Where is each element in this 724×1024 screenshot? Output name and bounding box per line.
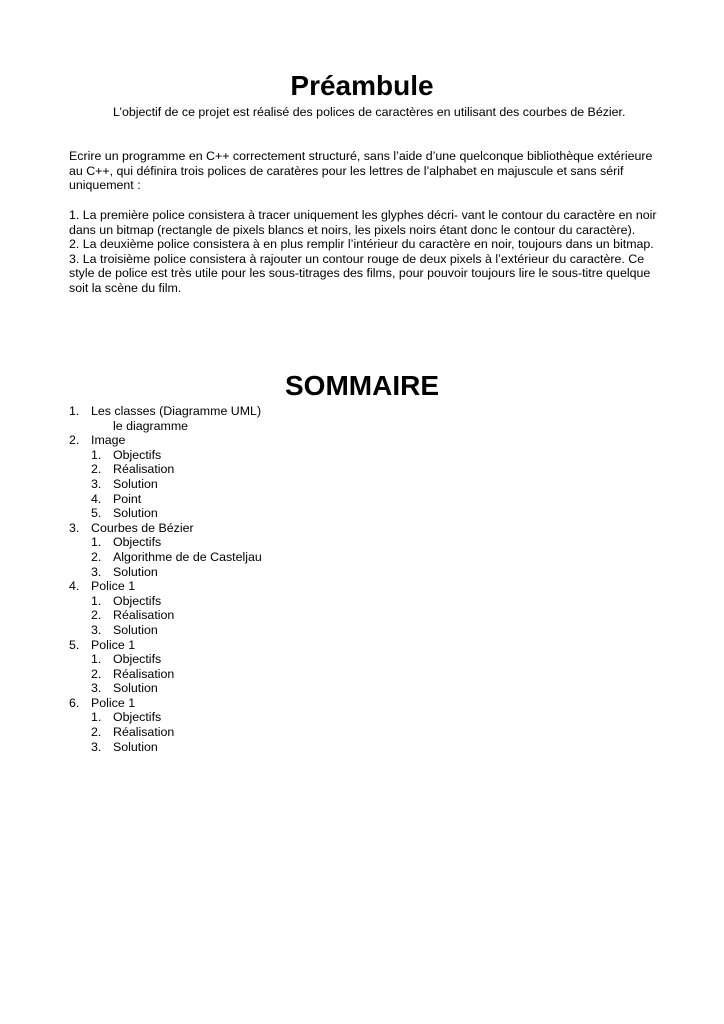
toc-subitem-label: Algorithme de de Casteljau bbox=[113, 549, 262, 564]
police-3-description: 3. La troisième police consistera à rajouter un contour rouge de deux pixels à l’extérieur du caractère. Ce style de police est très utile pour les sous-titrages des films, pour pouvoir toujours lire le sous-titre quelque soit la scène du film. bbox=[69, 251, 651, 295]
toc-subitem-label: Réalisation bbox=[113, 608, 175, 623]
toc-subitem-number: 3. bbox=[91, 739, 102, 754]
toc-section-label: Police 1 bbox=[91, 695, 136, 710]
toc-section-label: Les classes (Diagramme UML) bbox=[91, 404, 262, 418]
preamble-title: Préambule bbox=[290, 70, 434, 101]
toc-subitem bbox=[69, 740, 469, 755]
toc-subitem-label: Réalisation bbox=[113, 725, 175, 740]
toc-subitem bbox=[69, 725, 469, 740]
toc-subitem-label: Objectifs bbox=[113, 535, 162, 550]
toc-subitem-label: Solution bbox=[113, 739, 158, 754]
toc-section-number: 4. bbox=[69, 579, 80, 594]
toc-section-number: 1. bbox=[69, 404, 80, 418]
toc-section bbox=[69, 404, 469, 419]
toc-subitem-number: 1. bbox=[91, 652, 102, 667]
toc-subitem bbox=[69, 492, 469, 507]
toc-subitem-label: Objectifs bbox=[113, 447, 162, 462]
toc-subitem bbox=[69, 710, 469, 725]
toc-subitem-label: Objectifs bbox=[113, 593, 162, 608]
toc-subitem bbox=[69, 594, 469, 609]
toc-subitem-label: Réalisation bbox=[113, 666, 175, 681]
toc-subitem-label: Réalisation bbox=[113, 462, 175, 477]
toc-section bbox=[69, 638, 469, 653]
toc-subitem-number: 2. bbox=[91, 549, 102, 564]
toc-subitem bbox=[69, 550, 469, 565]
toc-subitem-label: Point bbox=[113, 491, 142, 506]
toc-subitem-number: 2. bbox=[91, 462, 102, 477]
toc-section-label: Police 1 bbox=[91, 579, 136, 594]
toc-subitem bbox=[69, 477, 469, 492]
toc-subitem bbox=[69, 608, 469, 623]
preamble-intro-text: L’objectif de ce projet est réalisé des polices de caractères en utilisant des courbes de Bézier. bbox=[113, 105, 626, 119]
toc-subitem-number: 3. bbox=[91, 681, 102, 696]
preamble-program-text: Ecrire un programme en C++ correctement structuré, sans l’aide d’une quelconque bibliothèque extérieure au C++, qui définira trois polices de caratères pour les lettres de l’alphabet en majuscule et sans sérif uniquement : bbox=[69, 149, 653, 193]
toc-section-label: Image bbox=[91, 433, 126, 448]
toc-section-number: 5. bbox=[69, 637, 80, 652]
toc-section-label: Police 1 bbox=[91, 637, 136, 652]
toc-section-number: 3. bbox=[69, 520, 80, 535]
toc-section-number: 2. bbox=[69, 433, 80, 448]
preamble-fonts-paragraph bbox=[69, 208, 661, 296]
preamble-program-paragraph bbox=[69, 149, 661, 193]
toc-subitem-label: Solution bbox=[113, 622, 158, 637]
toc-subitem-number: 3. bbox=[91, 622, 102, 637]
toc-subitem bbox=[69, 623, 469, 638]
toc-note bbox=[69, 419, 469, 434]
toc-subitem-number: 5. bbox=[91, 506, 102, 521]
toc-subitem-number: 2. bbox=[91, 725, 102, 740]
toc-subitem-number: 1. bbox=[91, 535, 102, 550]
toc-subitem-label: Solution bbox=[113, 476, 158, 491]
preamble-intro-paragraph bbox=[69, 105, 661, 120]
toc-section bbox=[69, 579, 469, 594]
toc-section bbox=[69, 696, 469, 711]
toc-section-label: Courbes de Bézier bbox=[91, 520, 194, 535]
toc-subitem bbox=[69, 652, 469, 667]
table-of-contents bbox=[69, 404, 469, 754]
toc-subitem bbox=[69, 535, 469, 550]
toc-subitem-number: 1. bbox=[91, 593, 102, 608]
toc-subitem bbox=[69, 462, 469, 477]
toc-subitem-label: Solution bbox=[113, 506, 158, 521]
police-2-description: 2. La deuxième police consistera à en plus remplir l’intérieur du caractère en noir, toujours dans un bitmap. bbox=[69, 237, 654, 252]
toc-subitem-label: Solution bbox=[113, 681, 158, 696]
toc-section-number: 6. bbox=[69, 695, 80, 710]
toc-subitem bbox=[69, 565, 469, 580]
toc-note-label: le diagramme bbox=[113, 418, 189, 433]
toc-subitem-number: 4. bbox=[91, 491, 102, 506]
toc-subitem bbox=[69, 506, 469, 521]
toc-subitem-label: Solution bbox=[113, 564, 158, 579]
toc-section bbox=[69, 433, 469, 448]
toc-subitem bbox=[69, 667, 469, 682]
toc-subitem bbox=[69, 448, 469, 463]
toc-subitem-label: Objectifs bbox=[113, 710, 162, 725]
toc-subitem-label: Objectifs bbox=[113, 652, 162, 667]
toc-subitem-number: 1. bbox=[91, 447, 102, 462]
toc-subitem-number: 2. bbox=[91, 666, 102, 681]
toc-subitem-number: 1. bbox=[91, 710, 102, 725]
toc-subitem-number: 3. bbox=[91, 476, 102, 491]
toc-subitem-number: 3. bbox=[91, 564, 102, 579]
toc-subitem bbox=[69, 681, 469, 696]
police-1-description: 1. La première police consistera à tracer uniquement les glyphes décri- vant le contour du caractère en noir dans un bitmap (rectangle de pixels blancs et noirs, les pixels noirs étant donc le contour du caractère). bbox=[69, 208, 657, 237]
toc-subitem-number: 2. bbox=[91, 608, 102, 623]
toc-section bbox=[69, 521, 469, 536]
sommaire-title: SOMMAIRE bbox=[285, 370, 439, 401]
